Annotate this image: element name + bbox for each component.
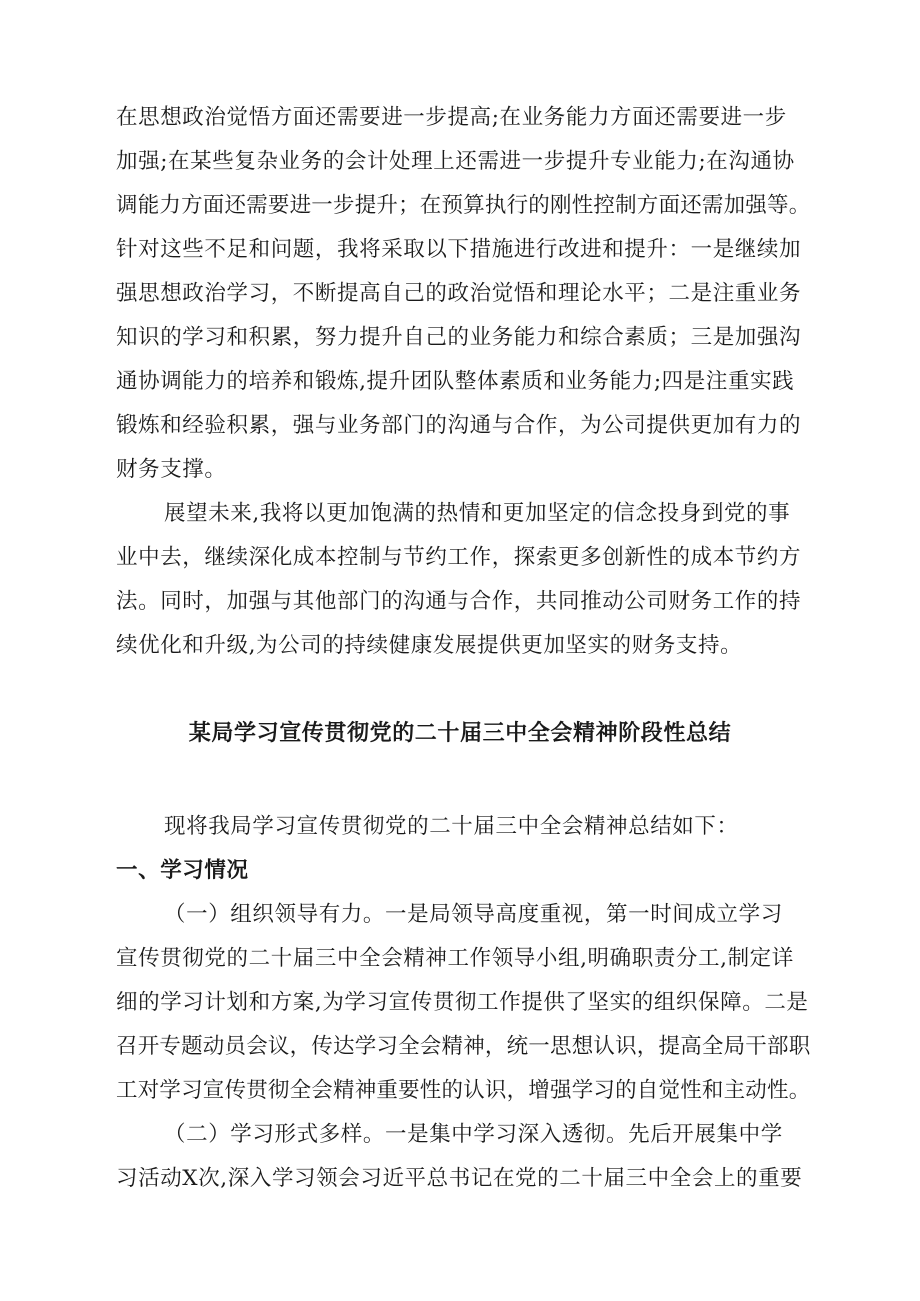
section-2-line: 习活动X次,深入学习领会习近平总书记在党的二十届三中全会上的重要 [116, 1166, 803, 1191]
paragraph-2-line: 法。同时，加强与其他部门的沟通与合作，共同推动公司财务工作的持 [116, 589, 802, 614]
paragraph-1-line: 知识的学习和积累，努力提升自己的业务能力和综合素质；三是加强沟 [116, 325, 802, 350]
section-2-line: （二）学习形式多样。一是集中学习深入透彻。先后开展集中学 [164, 1122, 783, 1147]
section-1-line: 宣传贯彻党的二十届三中全会精神工作领导小组,明确职责分工,制定详 [116, 946, 794, 971]
section-1-line: 召开专题动员会议，传达学习全会精神，统一思想认识，提高全局干部职 [116, 1034, 811, 1059]
paragraph-1-line: 锻炼和经验积累，强与业务部门的沟通与合作，为公司提供更加有力的 [116, 413, 802, 438]
paragraph-1-line: 调能力方面还需要进一步提升；在预算执行的刚性控制方面还需加强等。 [116, 193, 811, 218]
paragraph-1-line: 财务支撑。 [116, 457, 227, 482]
section-1-line: 细的学习计划和方案,为学习宣传贯彻工作提供了坚实的组织保障。二是 [116, 990, 809, 1015]
paragraph-2-line: 业中去，继续深化成本控制与节约工作，探索更多创新性的成本节约方 [116, 545, 802, 570]
paragraph-1-line: 强思想政治学习，不断提高自己的政治觉悟和理论水平；二是注重业务 [116, 281, 802, 306]
section-1-line: （一）组织领导有力。一是局领导高度重视，第一时间成立学习 [164, 902, 783, 927]
paragraph-2-line: 展望未来,我将以更加饱满的热情和更加坚定的信念投身到党的事 [164, 501, 791, 526]
paragraph-1-line: 针对这些不足和问题，我将采取以下措施进行改进和提升：一是继续加 [116, 237, 802, 262]
document-title: 某局学习宣传贯彻党的二十届三中全会精神阶段性总结 [188, 720, 732, 746]
paragraph-2-line: 续优化和升级,为公司的持续健康发展提供更加坚实的财务支持。 [116, 633, 743, 658]
intro-line: 现将我局学习宣传贯彻党的二十届三中全会精神总结如下： [164, 814, 739, 839]
paragraph-1-line: 在思想政治觉悟方面还需要进一步提高;在业务能力方面还需要进一步 [116, 105, 787, 130]
paragraph-1-line: 通协调能力的培养和锻炼,提升团队整体素质和业务能力;四是注重实践 [116, 369, 795, 394]
paragraph-1-line: 加强;在某些复杂业务的会计处理上还需进一步提升专业能力;在沟通协 [116, 149, 795, 174]
section-1-line: 工对学习宣传贯彻全会精神重要性的认识，增强学习的自觉性和主动性。 [116, 1078, 811, 1103]
section-heading: 一、学习情况 [116, 858, 249, 883]
